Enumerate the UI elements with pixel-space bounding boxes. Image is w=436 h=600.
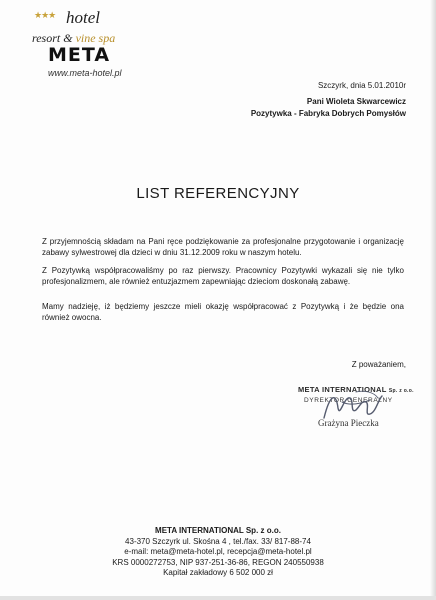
scan-edge-right (430, 0, 436, 600)
scan-edge-bottom (0, 596, 436, 600)
stamp-company-suffix: Sp. z o.o. (388, 388, 414, 394)
stamp-signatory-name: Grażyna Pieczka (318, 418, 379, 428)
recipient-name: Pani Wioleta Skwarcewicz (306, 97, 406, 106)
stamp-company-name: META INTERNATIONAL (298, 385, 387, 394)
logo-website: www.meta-hotel.pl (48, 68, 122, 78)
paragraph-2: Z Pozytywką współpracowaliśmy po raz pierwszy. Pracownicy Pozytywki wykazali się nie tylko profesjonalizmem, ale również entuzjazmem zapewniając dzieciom doskonałą zabawę. (42, 266, 404, 286)
footer (0, 526, 436, 579)
footer-company: META INTERNATIONAL Sp. z o.o. (155, 526, 281, 535)
paragraph-1: Z przyjemnością składam na Pani ręce podziękowanie za profesjonalne przygotowanie i organizację zabawy sylwestrowej dla dzieci w dniu 31.12.2009 roku w naszym hotelu. (42, 237, 404, 257)
footer-address: 43-370 Szczyrk ul. Skośna 4 , tel./fax. 33/ 817-88-74 (125, 536, 311, 546)
rating-stars: ★★★ (34, 10, 56, 20)
recipient-company: Pozytywka - Fabryka Dobrych Pomysłów (250, 109, 406, 118)
closing: Z poważaniem, (351, 360, 406, 369)
letter-title: LIST REFERENCYJNY (136, 185, 300, 202)
footer-capital: Kapitał zakładowy 6 502 000 zł (163, 568, 273, 578)
logo-brand: META (48, 44, 111, 66)
footer-email: e-mail: meta@meta-hotel.pl, recepcja@meta-hotel.pl (124, 547, 312, 557)
place-date: Szczyrk, dnia 5.01.2010r (317, 81, 406, 90)
hotel-logo (28, 4, 138, 82)
footer-registry: KRS 0000272753, NIP 937-251-36-86, REGON 240550938 (112, 557, 324, 567)
stamp-role: DYREKTOR GENERALNY (304, 397, 393, 404)
logo-hotel-word: hotel (66, 8, 100, 27)
paragraph-3: Mamy nadzieję, iż będziemy jeszcze mieli okazję współpracować z Pozytywką i że będzie ona również owocna. (42, 302, 404, 322)
logo-resort-part: resort & (32, 31, 73, 45)
logo-vine-spa-part: vine spa (75, 31, 116, 45)
